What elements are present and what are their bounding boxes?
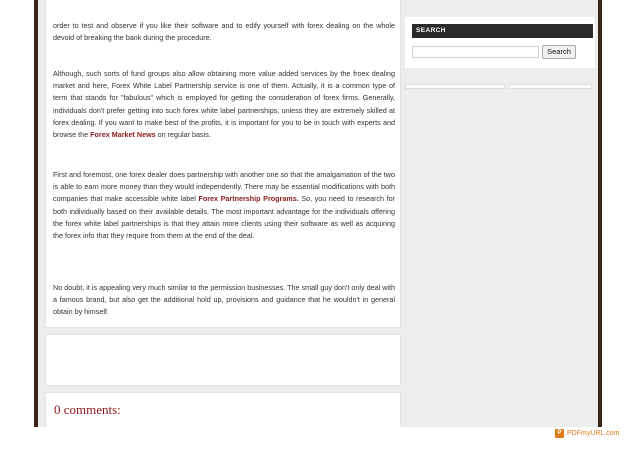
post-body-box — [45, 0, 401, 328]
post-paragraph-3-text: First and foremost, one forex dealer does partnership with another one so that the amalgamation of the two is able to earn more money than they would independently. There may be essential modifications with both companies that make accessible white label — [53, 170, 395, 204]
sidebar-widget-strip-right — [509, 84, 592, 89]
search-input[interactable] — [412, 46, 539, 58]
forex-market-news-link[interactable]: Forex Market News — [90, 130, 156, 140]
right-frame-bar — [598, 0, 602, 427]
post-paragraph-2 — [53, 68, 395, 141]
post-paragraph-1: order to test and observe if you like their software and to edify yourself with forex dealing on the whole devoid of breaking the bank during the procedure. — [53, 21, 395, 43]
post-footer-box — [45, 334, 401, 386]
search-button[interactable]: Search — [542, 45, 576, 59]
post-paragraph-3-tail: So, you need to research for both individually based on their available details. The most important advantage for the individuals offering the forex white label partnerships is that they attain more clients using their software as well as acquiring the forex info that they require from them at the end of the deal. — [53, 194, 395, 241]
post-paragraph-2-tail: on regular basis. — [155, 130, 211, 140]
left-frame-bar — [34, 0, 38, 427]
pdfmyurl-link[interactable]: PDFmyURL.com — [567, 430, 620, 437]
post-paragraph-4: No doubt, it is appealing very much similar to the permission businesses. The small guy don't only deal with a famous brand, but also get the additional hold up, provisions and guidance that he wouldn't in general obtain by himself. — [53, 283, 395, 317]
pdfmyurl-logo-icon: P — [555, 429, 564, 438]
post-paragraph-2-text: Although, such sorts of fund groups also allow obtaining more value added services by the froex dealing market and here, Forex White Label Partnership service is one of them. Actually, it is a common type of term that stands for "fabulous" which is employed for getting the consideration of forex firms. Generally, individuals don't prefer getting into such forex white label partnerships, unless they are extremely skilled at forex dealing. If you want to make best of the profits, it is important for you to be in touch with experts and browse the — [53, 69, 395, 140]
post-paragraph-3 — [53, 169, 395, 242]
comments-title: 0 comments: — [54, 402, 121, 417]
forex-partnership-programs-link[interactable]: Forex Partnership Programs. — [198, 194, 299, 204]
sidebar-widget-strip-left — [405, 84, 505, 89]
search-widget-heading: SEARCH — [412, 24, 593, 38]
